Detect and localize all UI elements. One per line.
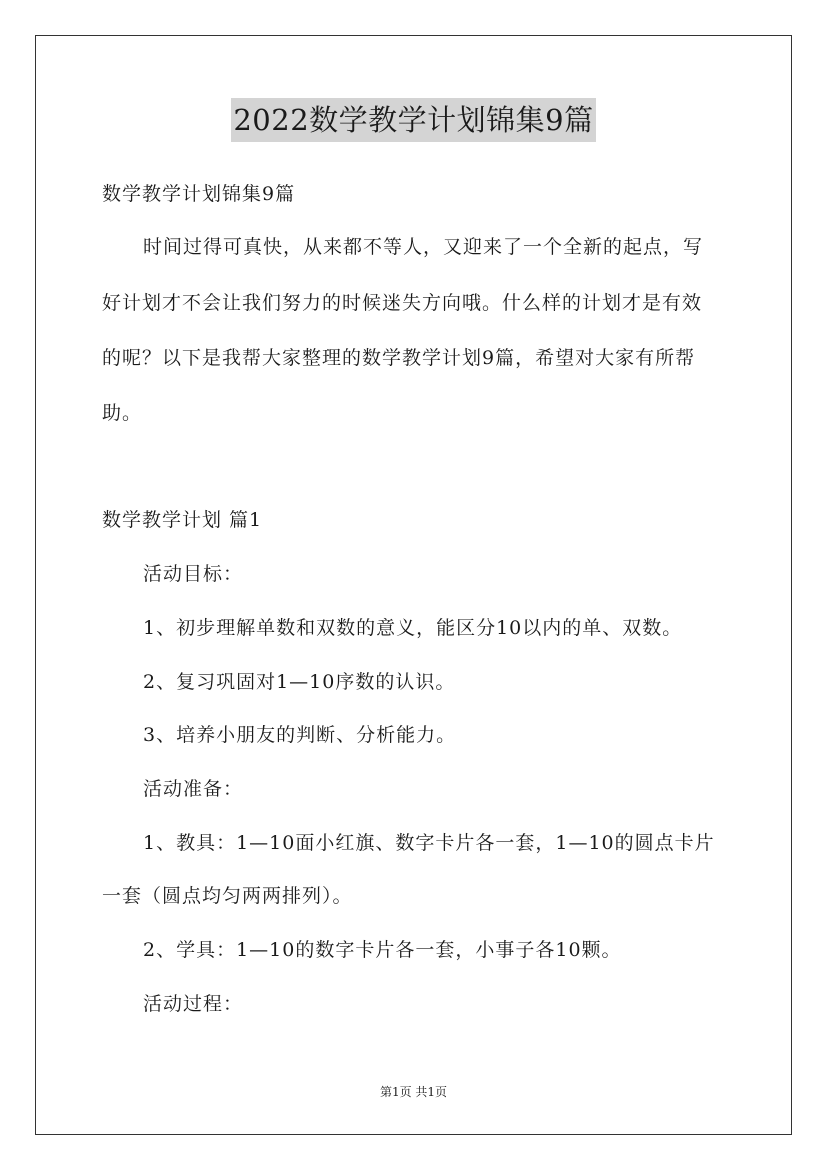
title-container — [0, 98, 827, 142]
page-footer: 第1页 共1页 — [379, 1085, 448, 1099]
document-title: 2022数学教学计划锦集9篇 — [231, 98, 595, 142]
intro-line-1: 时间过得可真快，从来都不等人，又迎来了一个全新的起点，写 — [143, 236, 704, 258]
prep-item-2: 2、学具：1—10的数字卡片各一套，小事子各10颗。 — [143, 939, 622, 961]
intro-line-3: 的呢？以下是我帮大家整理的数学教学计划9篇，希望对大家有所帮 — [102, 347, 696, 369]
intro-line-4: 助。 — [102, 402, 143, 424]
goal-item-2: 2、复习巩固对1—10序数的认识。 — [143, 671, 456, 693]
document-subtitle: 数学教学计划锦集9篇 — [102, 183, 296, 205]
prep-item-1-line-1: 1、教具：1—10面小红旗、数字卡片各一套，1—10的圆点卡片 — [143, 832, 715, 854]
process-label: 活动过程： — [143, 993, 244, 1015]
prep-item-1-line-2: 一套（圆点均匀两两排列）。 — [102, 885, 353, 907]
goals-label: 活动目标： — [143, 563, 244, 585]
goal-item-1: 1、初步理解单数和双数的意义，能区分10以内的单、双数。 — [143, 617, 683, 639]
intro-line-2: 好计划才不会让我们努力的时候迷失方向哦。什么样的计划才是有效 — [102, 292, 703, 314]
section-heading: 数学教学计划 篇1 — [102, 509, 263, 531]
goal-item-3: 3、培养小朋友的判断、分析能力。 — [143, 724, 457, 746]
prep-label: 活动准备： — [143, 778, 244, 800]
